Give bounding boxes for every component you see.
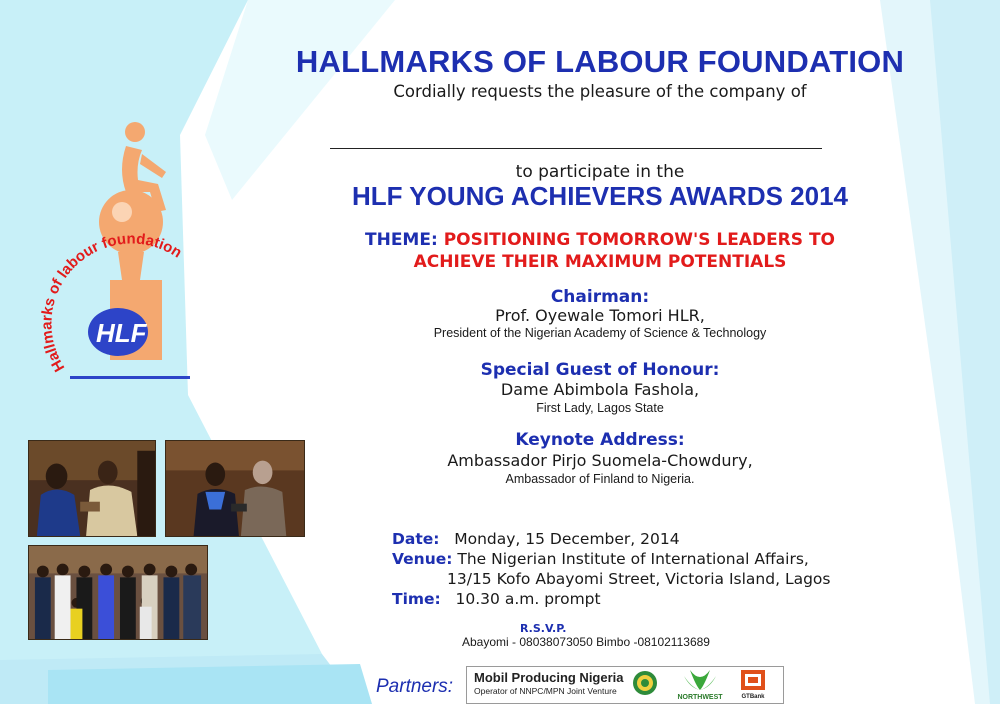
chairman-name: Prof. Oyewale Tomori HLR, [495, 306, 705, 325]
foundation-title: HALLMARKS OF LABOUR FOUNDATION [295, 44, 905, 79]
event-photo-group [28, 545, 208, 640]
date-label: Date: [392, 530, 440, 548]
mobil-partner-name: Mobil Producing Nigeria [474, 670, 624, 685]
logo-ring-text: Hallmarks of labour foundation [38, 230, 185, 375]
gtbank-logo-icon [738, 668, 768, 700]
venue-row [392, 550, 809, 568]
date-value: Monday, 15 December, 2014 [454, 530, 680, 548]
chairman-description: President of the Nigerian Academy of Science & Technology [433, 326, 767, 340]
guest-of-honour-name: Dame Abimbola Fashola, [500, 380, 700, 399]
keynote-label: Keynote Address: [515, 430, 685, 450]
event-theme [240, 229, 960, 273]
participate-text: to participate in the [515, 162, 685, 182]
keynote-description: Ambassador of Finland to Nigeria. [505, 472, 695, 486]
invitation-intro: Cordially requests the pleasure of the company of [393, 82, 807, 101]
theme-line-1: POSITIONING TOMORROW'S LEADERS TO [443, 230, 835, 250]
rsvp-contacts: Abayomi - 08038073050 Bimbo -08102113689 [462, 635, 710, 649]
keynote-name: Ambassador Pirjo Suomela-Chowdury, [447, 451, 753, 470]
time-value: 10.30 a.m. prompt [455, 590, 601, 608]
theme-label: THEME: [365, 230, 438, 250]
theme-line-2: ACHIEVE THEIR MAXIMUM POTENTIALS [413, 252, 787, 272]
event-title: HLF YOUNG ACHIEVERS AWARDS 2014 [351, 181, 849, 211]
venue-label: Venue: [392, 550, 453, 568]
time-row [392, 590, 601, 608]
hlf-logo-icon [30, 110, 215, 390]
mobil-partner-subtitle: Operator of NNPC/MPN Joint Venture [474, 686, 617, 696]
time-label: Time: [392, 590, 441, 608]
rsvp-label: R.S.V.P. [520, 622, 567, 635]
venue-line-1: The Nigerian Institute of International Affairs, [457, 550, 809, 568]
nnpc-logo-icon [632, 669, 658, 699]
partners-label: Partners: [376, 676, 454, 697]
northwest-name: NORTHWEST [677, 694, 723, 701]
guest-name-line [330, 148, 822, 149]
guest-of-honour-label: Special Guest of Honour: [480, 360, 720, 380]
date-row [392, 530, 680, 548]
guest-of-honour-description: First Lady, Lagos State [536, 401, 664, 415]
northwest-logo-icon [670, 666, 730, 704]
chairman-label: Chairman: [550, 287, 650, 307]
gtbank-name: GTBank [741, 694, 765, 700]
venue-line-2: 13/15 Kofo Abayomi Street, Victoria Island, Lagos [447, 570, 831, 588]
logo-initials: HLF [96, 318, 147, 348]
event-photo-award-handover [28, 440, 156, 537]
